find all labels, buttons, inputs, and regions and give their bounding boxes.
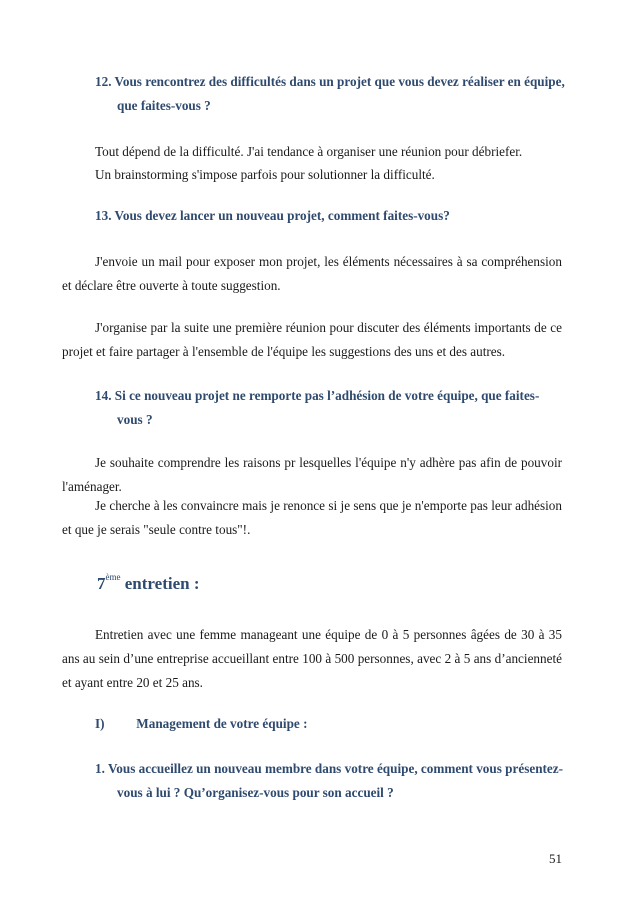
question-12	[95, 70, 565, 118]
question-14	[95, 384, 565, 432]
heading-number: 7	[97, 574, 106, 593]
interview-intro: Entretien avec une femme manageant une équipe de 0 à 5 personnes âgées de 30 à 35 ans au sein d’une entreprise accueillant entre 100 à 500 personnes, avec 2 à 5 ans d’ancienneté et ayant entre 20 et 25 ans.	[62, 627, 562, 690]
heading-superscript: ème	[105, 572, 121, 582]
page-number: 51	[549, 851, 562, 866]
question-1-line2: vous à lui ? Qu’organisez-vous pour son accueil ?	[117, 785, 394, 800]
interview-heading	[97, 572, 200, 594]
answer-14-paragraph-2: Je cherche à les convaincre mais je renonce si je sens que je n'emporte pas leur adhésion et que je serais "seule contre tous"!.	[62, 498, 562, 537]
question-14-line2: vous ?	[117, 412, 153, 427]
answer-12-line1: Tout dépend de la difficulté. J'ai tendance à organiser une réunion pour débriefer.	[95, 144, 523, 159]
answer-13-paragraph-2: J'organise par la suite une première réunion pour discuter des éléments importants de ce projet et faire partager à l'ensemble de l'équipe les suggestions des uns et des autres.	[62, 320, 562, 359]
answer-12-line2: Un brainstorming s'impose parfois pour solutionner la difficulté.	[95, 167, 435, 182]
question-1	[95, 757, 565, 805]
section-heading	[95, 712, 307, 736]
question-14-line1: 14. Si ce nouveau projet ne remporte pas l’adhésion de votre équipe, que faites-	[95, 388, 540, 403]
question-12-line1: 12. Vous rencontrez des difficultés dans un projet que vous devez réaliser en équipe,	[95, 74, 565, 89]
answer-14-paragraph-1: Je souhaite comprendre les raisons pr lesquelles l'équipe n'y adhère pas afin de pouvoir l'aménager.	[62, 455, 562, 494]
section-number: I)	[95, 716, 105, 731]
question-13: 13. Vous devez lancer un nouveau projet, comment faites-vous?	[95, 208, 450, 223]
answer-13-paragraph-1: J'envoie un mail pour exposer mon projet, les éléments nécessaires à sa compréhension et déclare être ouverte à toute suggestion.	[62, 254, 562, 293]
question-1-line1: 1. Vous accueillez un nouveau membre dans votre équipe, comment vous présentez-	[95, 761, 564, 776]
question-12-line2: que faites-vous ?	[117, 98, 211, 113]
heading-label: entretien :	[124, 574, 200, 593]
section-title: Management de votre équipe :	[136, 716, 308, 731]
